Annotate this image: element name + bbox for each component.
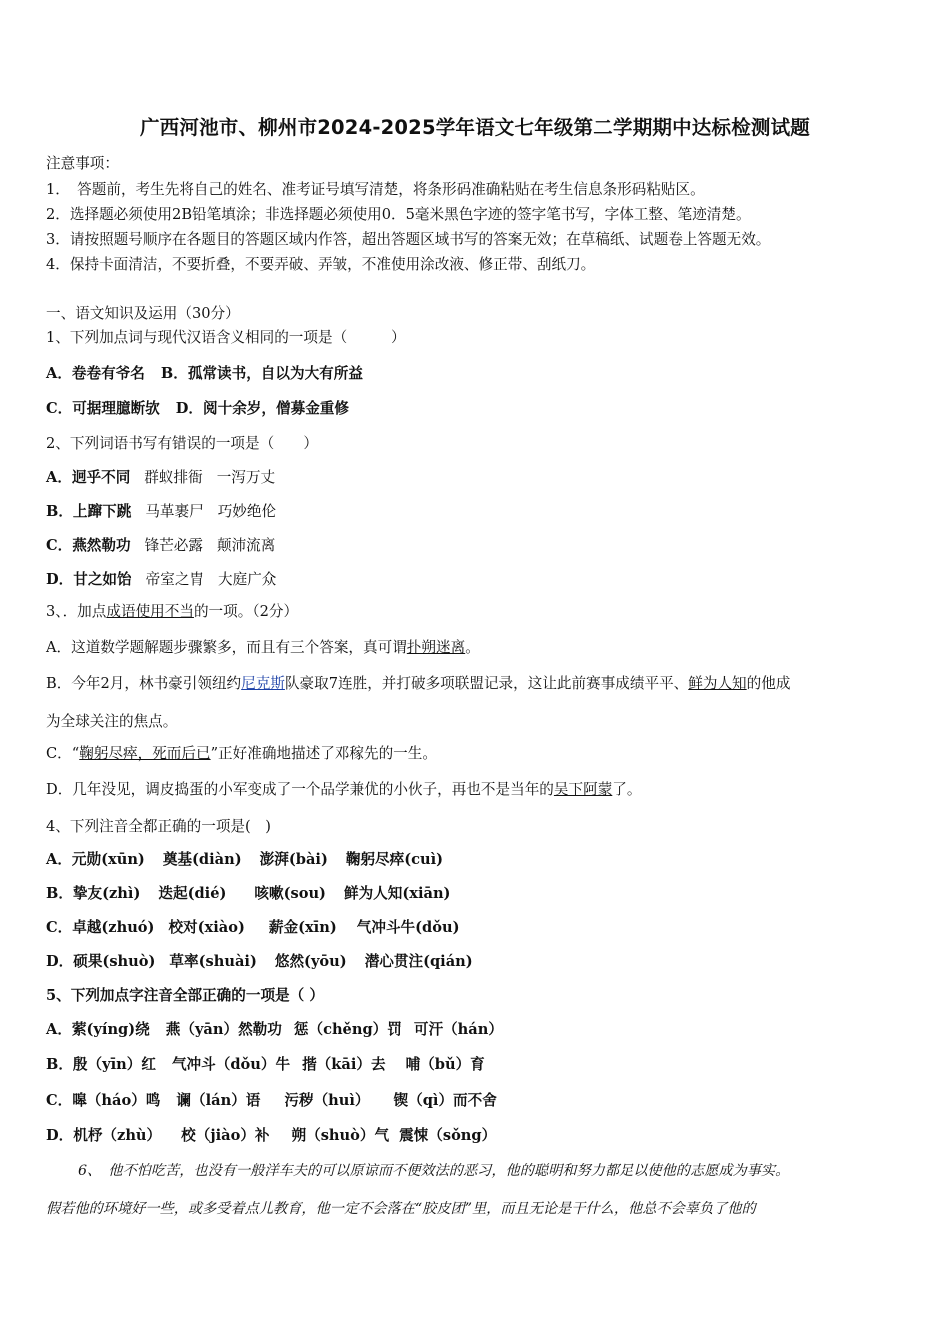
question-5-option-c: C．嗥（háo）鸣 谰（lán）语 污秽（huì） 锲（qì）而不舍 xyxy=(46,1092,497,1109)
question-5-option-a: A．萦(yíng)绕 燕（yān）然勒功 惩（chěng）罚 可汗（hán） xyxy=(46,1021,503,1038)
question-4-option-a: A．元勋(xūn) 奠基(diàn) 澎湃(bài) 鞠躬尽瘁(cuì) xyxy=(46,851,444,868)
question-3-stem: 3、．加点成语使用不当的一项。（2分） xyxy=(46,603,299,620)
question-3-option-c: C．“鞠躬尽瘁，死而后已”正好准确地描述了邓稼先的一生。 xyxy=(46,745,437,762)
question-2-stem: 2、下列词语书写有错误的一项是（ ） xyxy=(46,435,318,452)
knicks-link[interactable]: 尼克斯 xyxy=(241,675,285,692)
page-title: 广西河池市、柳州市2024-2025学年语文七年级第二学期期中达标检测试题 xyxy=(139,116,811,139)
question-5-option-b: B．殷（yīn）红 气冲斗（dǒu）牛 揩（kāi）去 哺（bǔ）育 xyxy=(46,1056,485,1073)
option-a: A．卷卷有爷名 xyxy=(46,365,145,382)
question-4-option-b: B．挚友(zhì) 迭起(dié) 咳嗽(sou) 鲜为人知(xiān) xyxy=(46,885,451,902)
notice-item-3: 3．请按照题号顺序在各题目的答题区域内作答，超出答题区域书写的答案无效；在草稿纸、试题卷上答题无效。 xyxy=(46,231,771,248)
section-heading: 一、语文知识及运用（30分） xyxy=(46,305,240,322)
question-3-option-a: A．这道数学题解题步骤繁多，而且有三个答案，真可谓扑朔迷离。 xyxy=(46,639,480,656)
notice-item-2: 2．选择题必须使用2B铅笔填涂；非选择题必须使用0．5毫米黑色字迹的签字笔书写，字体工整、笔迹清楚。 xyxy=(46,206,751,223)
option-b: B．孤常读书，自以为大有所益 xyxy=(160,365,363,382)
option-c: C．可据理臆断欤 xyxy=(46,400,160,417)
question-4-stem: 4、下列注音全都正确的一项是( ) xyxy=(46,818,271,835)
question-3-option-b-cont: 为全球关注的焦点。 xyxy=(46,713,178,730)
notice-item-4: 4．保持卡面清洁，不要折叠，不要弄破、弄皱，不准使用涂改液、修正带、刮纸刀。 xyxy=(46,256,596,273)
question-3-option-b: B．今年2月，林书豪引领纽约尼克斯队豪取7连胜，并打破多项联盟记录，这让此前赛事成绩平平、鲜为人知的他成 xyxy=(46,675,791,692)
question-4-option-c: C．卓越(zhuó) 校对(xiào) 薪金(xīn) 气冲斗牛(dǒu) xyxy=(46,919,460,936)
notice-heading: 注意事项： xyxy=(46,155,119,172)
question-1-options-cd xyxy=(46,397,349,418)
question-6-line-1: 6、 他不怕吃苦，也没有一般洋车夫的可以原谅而不便效法的恶习，他的聪明和努力都足以使他的志愿成为事实。 xyxy=(78,1163,790,1179)
question-3-option-d: D．几年没见，调皮捣蛋的小军变成了一个品学兼优的小伙子，再也不是当年的吴下阿蒙了。 xyxy=(46,781,642,798)
question-2-option-b: B．上蹿下跳 马革裹尸 巧妙绝伦 xyxy=(46,503,277,520)
notice-item-1: 1． 答题前，考生先将自己的姓名、准考证号填写清楚，将条形码准确粘贴在考生信息条形码粘贴区。 xyxy=(46,181,705,198)
question-2-option-d: D．甘之如饴 帝室之胄 大庭广众 xyxy=(46,571,277,588)
question-1-stem: 1、下列加点词与现代汉语含义相同的一项是（ ） xyxy=(46,329,406,346)
question-2-option-c: C．燕然勒功 锋芒必露 颠沛流离 xyxy=(46,537,276,554)
question-1-options-ab xyxy=(46,362,363,383)
question-2-option-a: A．迥乎不同 群蚁排衙 一泻万丈 xyxy=(46,469,276,486)
question-5-option-d: D．机杼（zhù） 校（jiào）补 朔（shuò）气 震悚（sǒng） xyxy=(46,1127,497,1144)
question-5-stem: 5、下列加点字注音全部正确的一项是（ ） xyxy=(46,987,324,1004)
option-d: D．阅十余岁，僧募金重修 xyxy=(175,400,349,417)
question-4-option-d: D．硕果(shuò) 草率(shuài) 悠然(yōu) 潜心贯注(qián) xyxy=(46,953,473,970)
question-6-line-2: 假若他的环境好一些，或多受着点儿教育，他一定不会落在“胶皮团”里，而且无论是干什么，他总不会辜负了他的 xyxy=(46,1201,756,1217)
